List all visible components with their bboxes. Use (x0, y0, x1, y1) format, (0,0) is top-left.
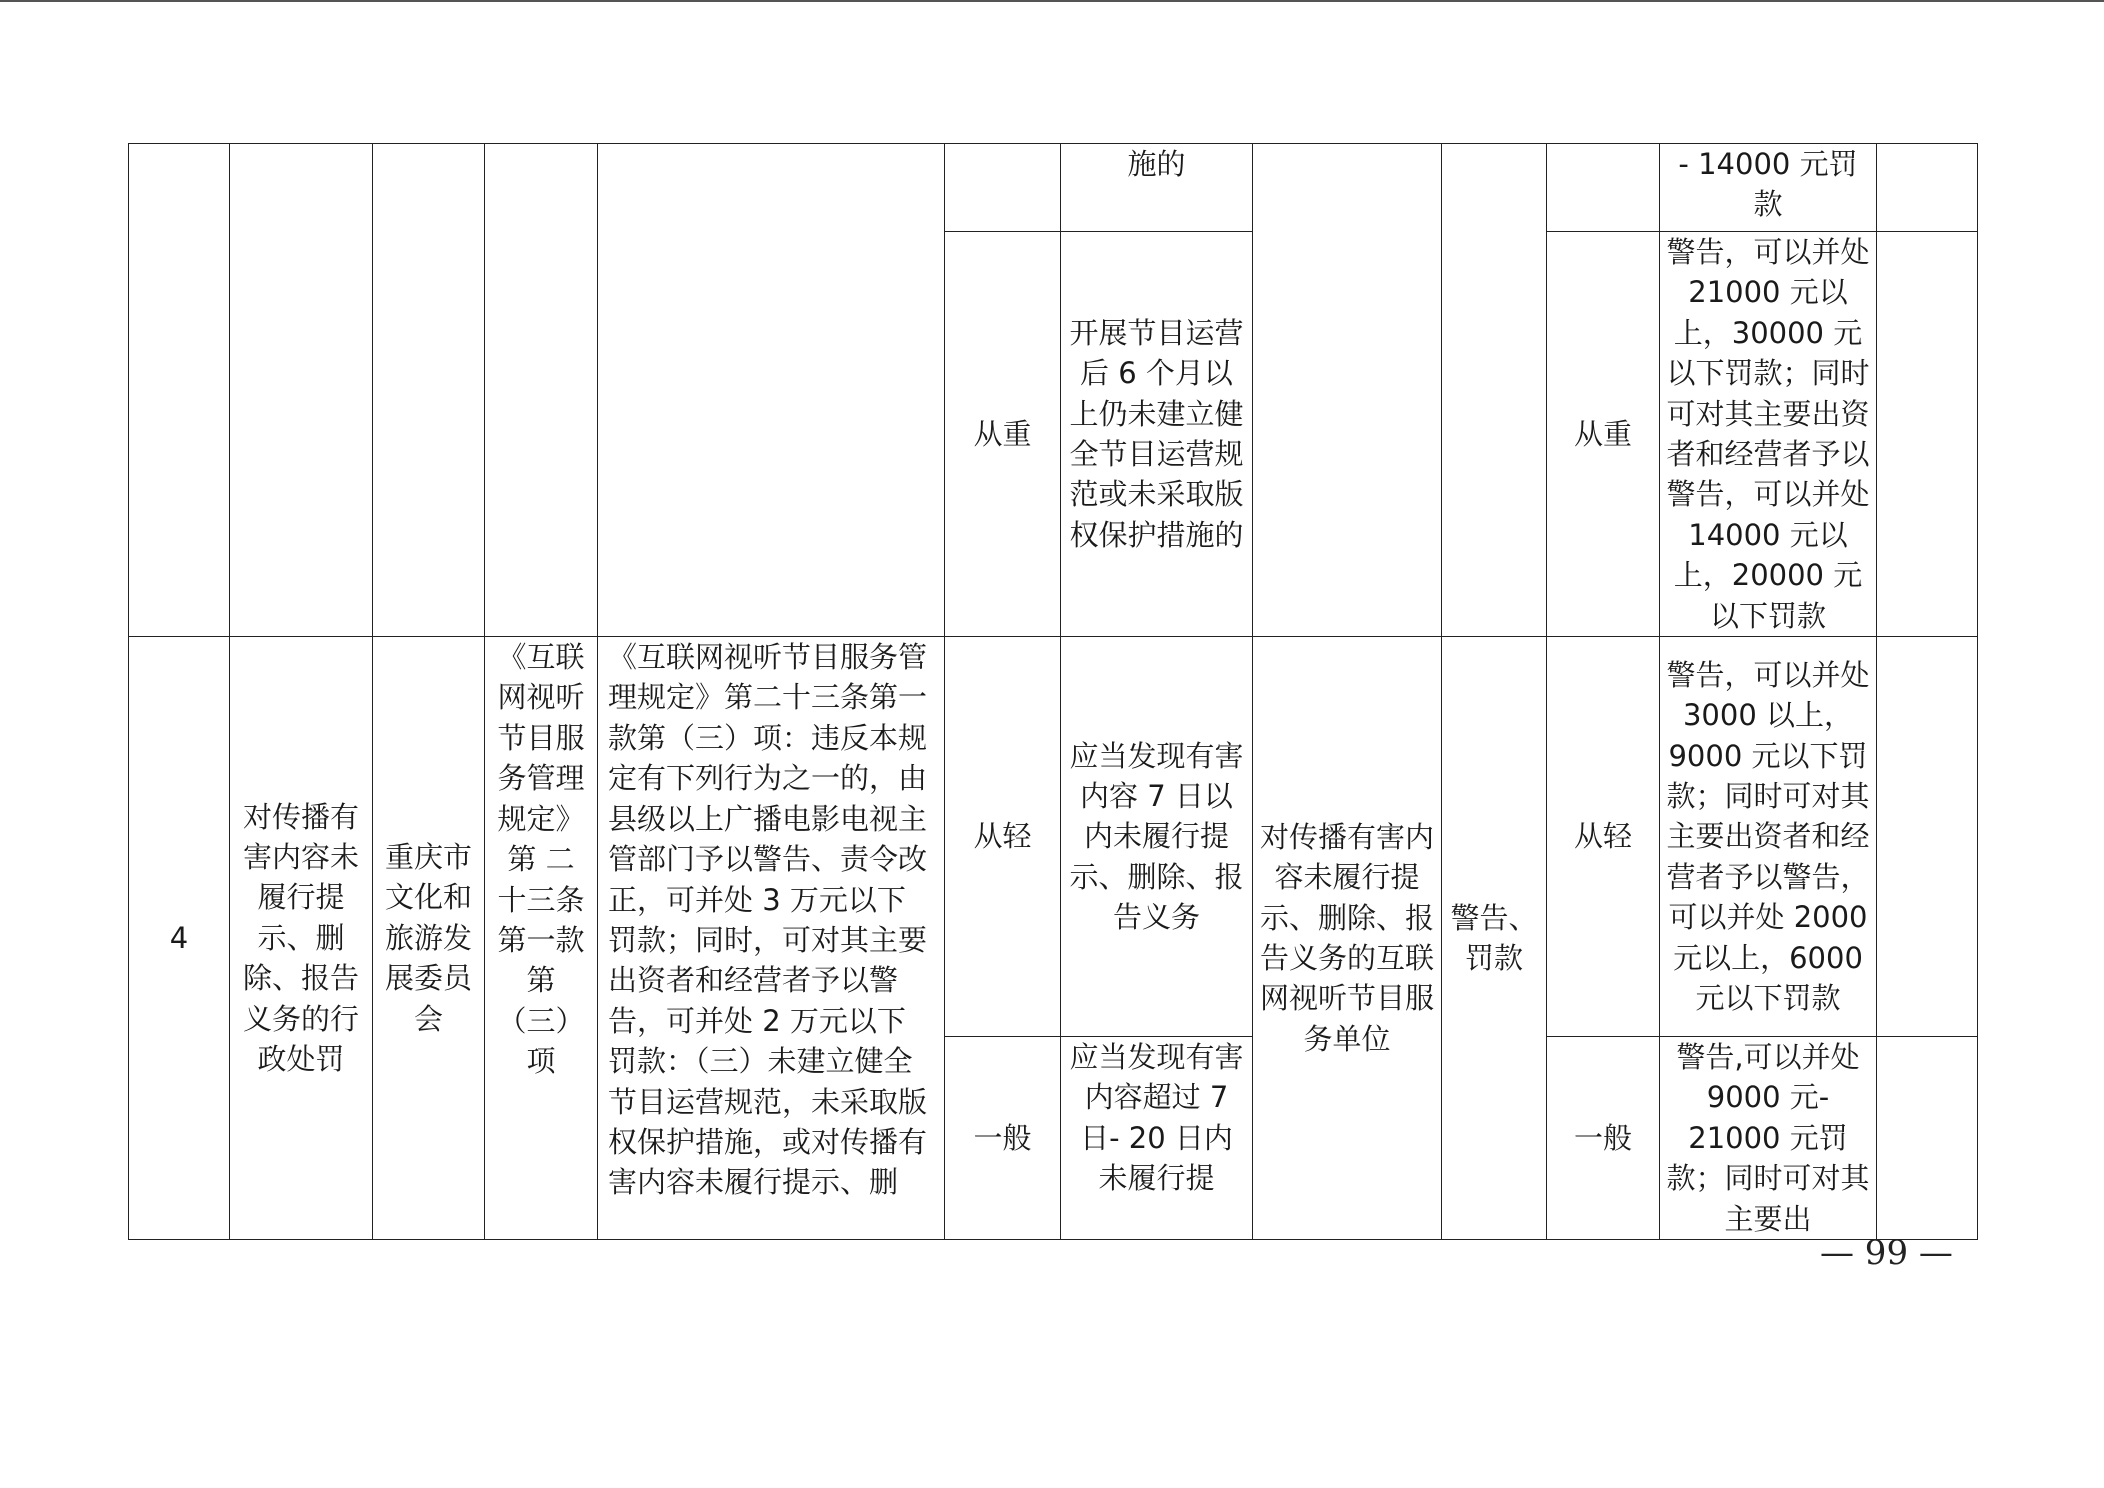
law-cell-empty (598, 144, 945, 637)
detail-cell: - 14000 元罚款 (1660, 144, 1877, 232)
basis-cell-empty (485, 144, 598, 637)
remark-cell-empty (1877, 637, 1978, 1037)
level2-cell: 从重 (1547, 232, 1660, 637)
remark-cell-empty (1877, 144, 1978, 232)
level-cell: 一般 (945, 1037, 1061, 1240)
detail-cell: 警告,可以并处 9000 元- 21000 元罚款；同时可对其主要出 (1660, 1037, 1877, 1240)
page-number: — 99 — (1820, 1233, 1953, 1273)
remark-cell-empty (1877, 232, 1978, 637)
level2-cell: 一般 (1547, 1037, 1660, 1240)
standard-cell: 开展节目运营后 6 个月以上仍未建立健全节目运营规范或未采取版权保护措施的 (1061, 232, 1253, 637)
page-top-border (0, 0, 2104, 2)
level-cell-empty (945, 144, 1061, 232)
standard-cell: 应当发现有害内容超过 7日- 20 日内未履行提 (1061, 1037, 1253, 1240)
detail-cell: 警告，可以并处 3000 以上，9000 元以下罚款；同时可对其主要出资者和经营者予以警告，可以并处 2000 元以上，6000 元以下罚款 (1660, 637, 1877, 1037)
item-cell-empty (230, 144, 373, 637)
detail-cell: 警告，可以并处 21000 元以上，30000 元以下罚款；同时可对其主要出资者和经营者予以警告，可以并处 14000 元以上，20000 元以下罚款 (1660, 232, 1877, 637)
level2-cell: 从轻 (1547, 637, 1660, 1037)
law-text-cell: 《互联网视听节目服务管理规定》第二十三条第一款第（三）项：违反本规定有下列行为之一的，由县级以上广播电影电视主管部门予以警告、责令改正，可并处 3 万元以下罚款；同时，可对其主要出资者和经营者予以警告，可并处 2 万元以下罚款：（三）未建立健全节目运营规范，未采取版权保护措施，或对传播有害内容未履行提示、删 (598, 637, 945, 1240)
penalty-type-cell: 警告、罚款 (1442, 637, 1547, 1240)
dept-cell-empty (373, 144, 485, 637)
level-cell: 从重 (945, 232, 1061, 637)
table-row (129, 637, 1978, 1037)
standard-cell: 施的 (1061, 144, 1253, 232)
seq-cell-empty (129, 144, 230, 637)
standard-cell: 应当发现有害内容 7 日以内未履行提示、删除、报告义务 (1061, 637, 1253, 1037)
dept-cell: 重庆市文化和旅游发展委员会 (373, 637, 485, 1240)
level2-cell-empty (1547, 144, 1660, 232)
remark-cell-empty (1877, 1037, 1978, 1240)
level-cell: 从轻 (945, 637, 1061, 1037)
basis-cell: 《互联网视听节目服务管理规定》第 二 十三条第一款第（三）项 (485, 637, 598, 1240)
penalty-discretion-table (128, 143, 1978, 1240)
subject-cell: 对传播有害内容未履行提示、删除、报告义务的互联网视听节目服务单位 (1253, 637, 1442, 1240)
table-row (129, 144, 1978, 232)
item-cell: 对传播有害内容未履行提示、删除、报告义务的行政处罚 (230, 637, 373, 1240)
penalty-type-cell-empty (1442, 144, 1547, 637)
seq-cell: 4 (129, 637, 230, 1240)
subject-cell-empty (1253, 144, 1442, 637)
